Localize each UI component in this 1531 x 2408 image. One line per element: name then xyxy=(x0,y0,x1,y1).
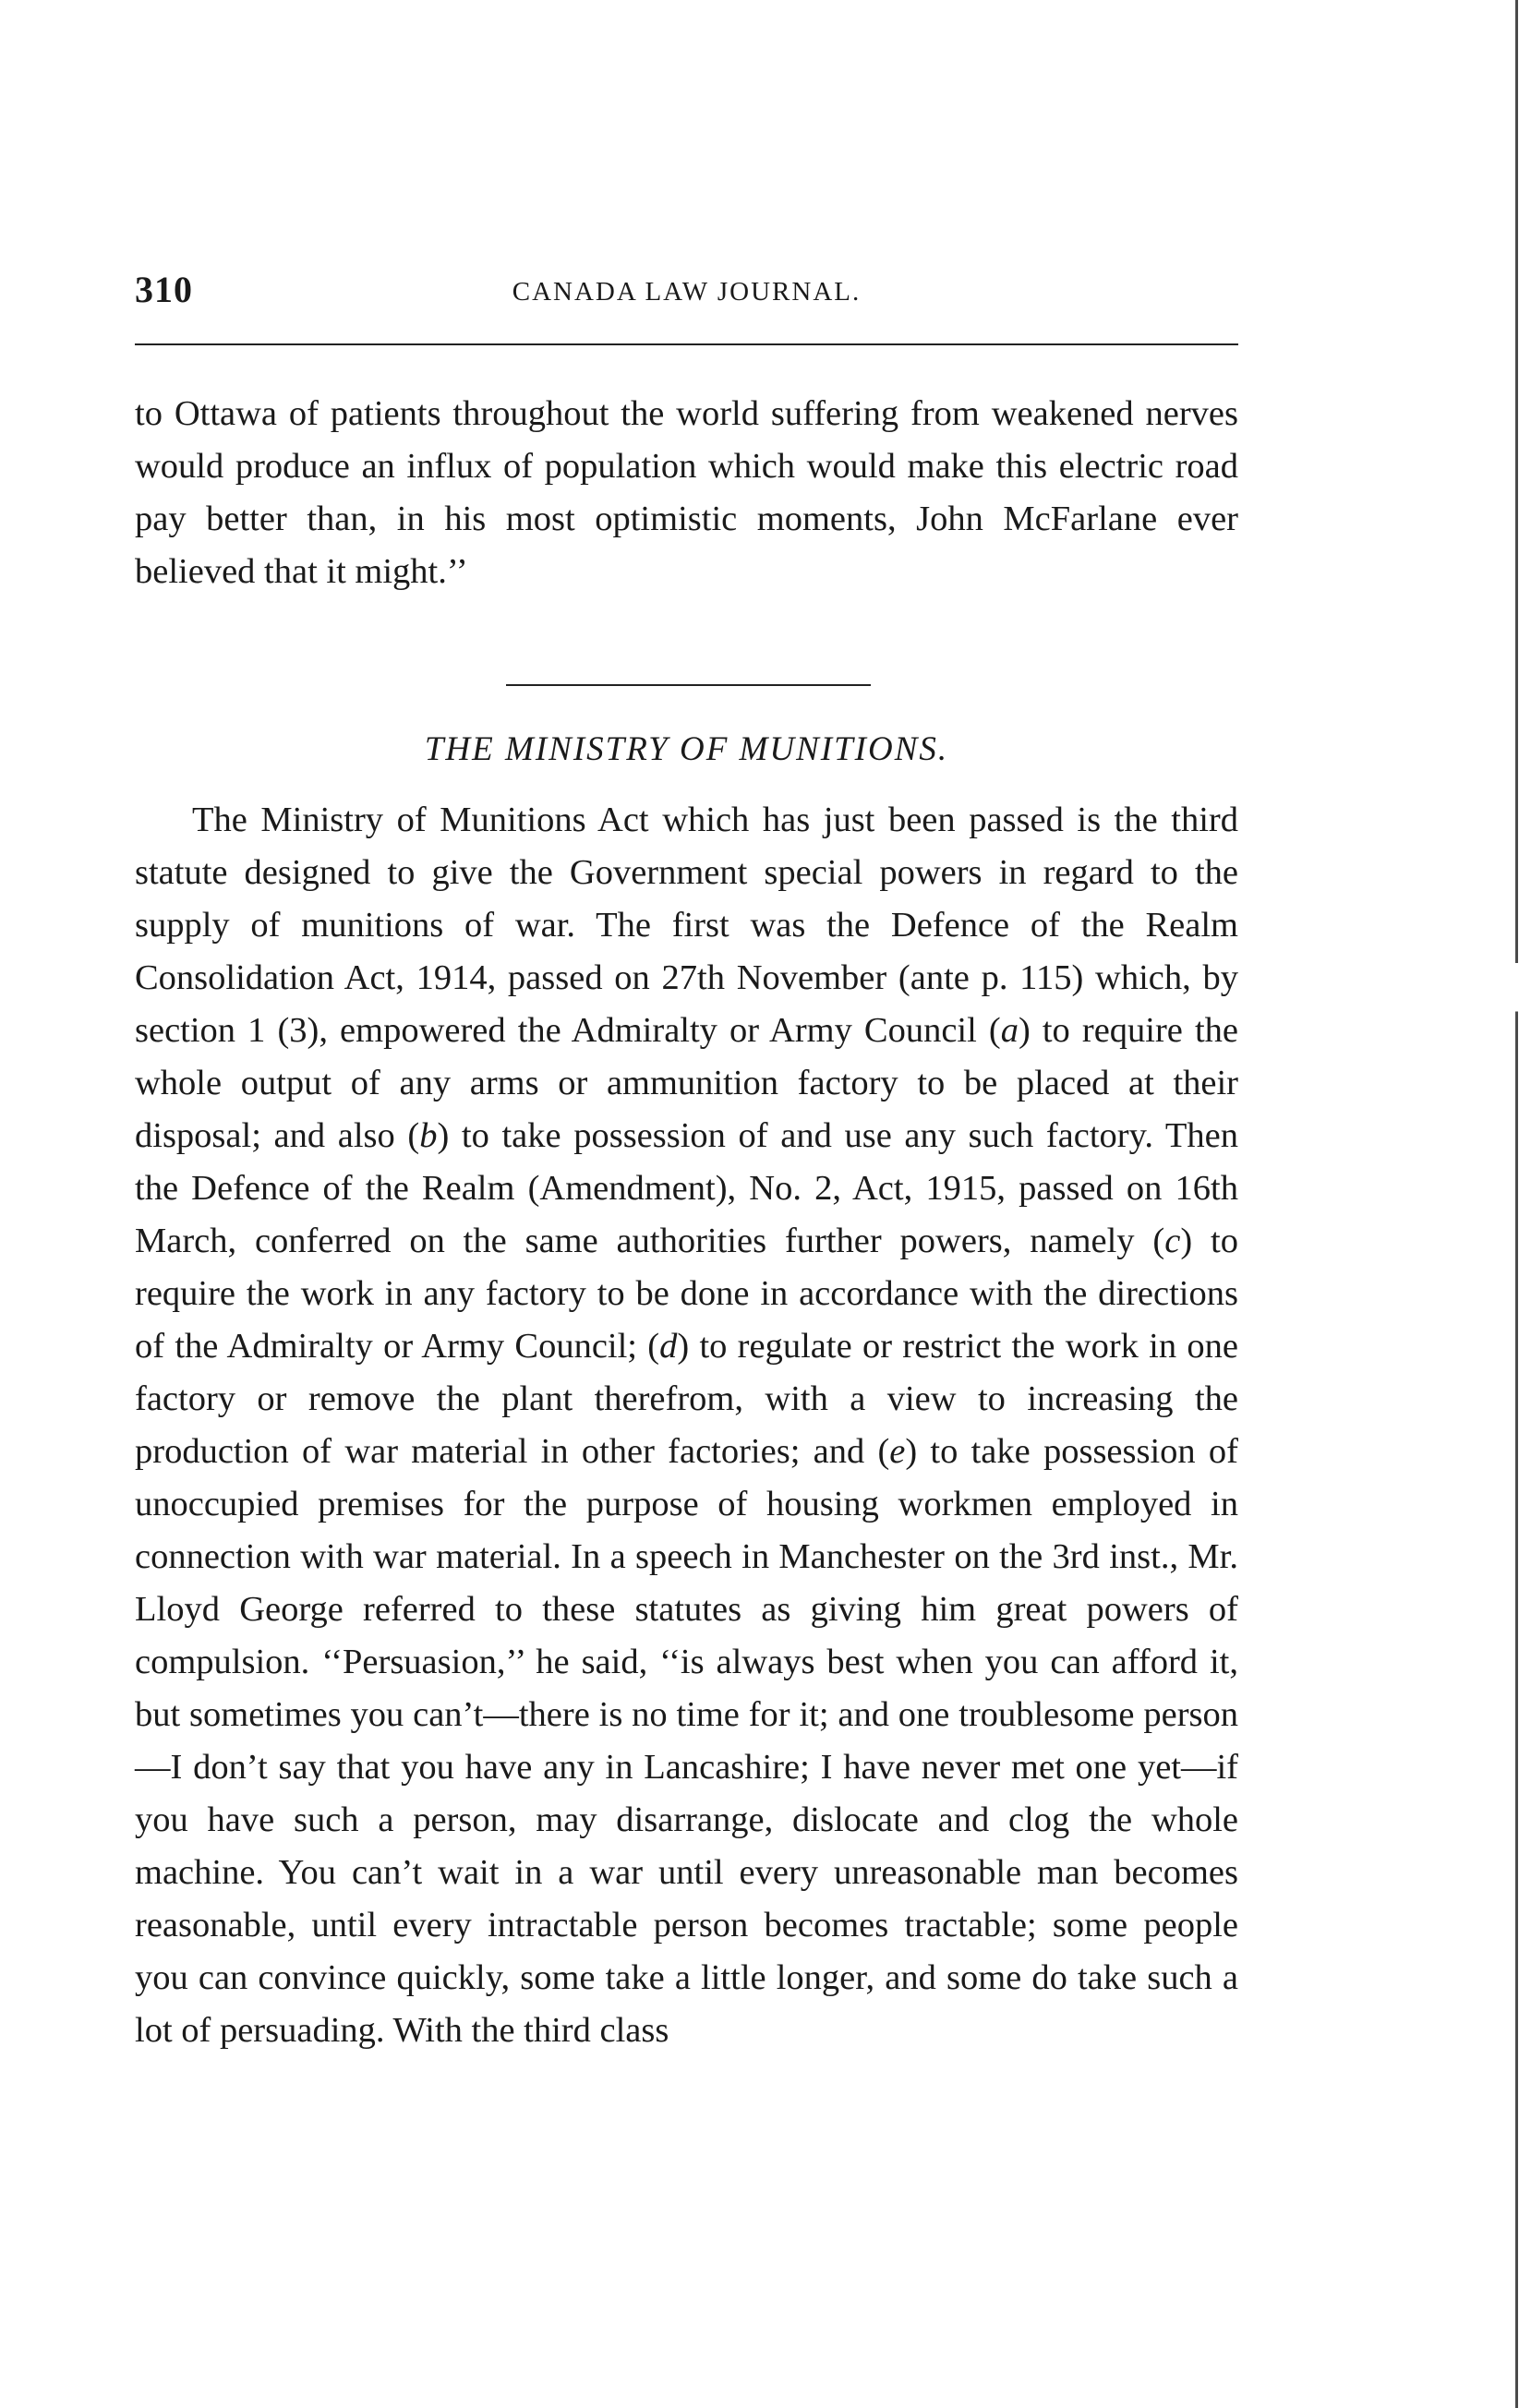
header-rule xyxy=(135,343,1238,345)
text-run: ) to require the whole output of any arms or ammunition factory to be placed at their disposal; and also ( xyxy=(135,1011,1239,1155)
clause-letter: a xyxy=(1000,1011,1019,1050)
clause-letter: e xyxy=(889,1432,906,1471)
section-title: THE MINISTRY OF MUNITIONS. xyxy=(424,730,949,768)
page-number: 310 xyxy=(135,269,193,310)
text-run: ) to take possession of unoccupied premises for the purpose of housing workmen employed in connection with war material. In a speech in Manchester on the 3rd inst., Mr. Lloyd George referred to these statutes as giving him great powers of compulsion. ‘‘Persuasion,’’ he said, ‘‘is always best when you can afford it, but sometimes you can’t—there is no time for it; and one troublesome person—I don’t say that you have any in Lancashire; I have never met one yet—if you have such a person, may disarrange, dislocate and clog the whole machine. You can’t wait in a war until every unreasonable man becomes reasonable, until every intractable person becomes tractable; some people you can convince quickly, some take a little longer, and some do take such a lot of persuading. With the third class xyxy=(135,1432,1238,2050)
page-binding-edge xyxy=(1515,0,1518,2408)
continuation-paragraph: to Ottawa of patients throughout the world suffering from weakened nerves would produce an influx of population which would make this electric road pay better than, in his most optimistic moments, John McFarlane ever believed that it might.’’ xyxy=(135,394,1238,591)
text-run: ) to take possession of and use any such factory. Then the Defence of the Realm (Amendment), No. 2, Act, 1915, passed on 16th March, conferred on the same authorities further powers, namely ( xyxy=(135,1116,1238,1260)
running-title: CANADA LAW JOURNAL. xyxy=(512,277,862,307)
text-run: The Ministry of Munitions Act which has just been passed is the third statute designed to give the Government special powers in regard to the supply of munitions of war. The first was the Defence of the Realm Consolidation Act, 1914, passed on 27th November (ante p. 115) which, by section 1 (3), empowered the Admiralty or Army Council ( xyxy=(135,801,1238,1050)
text-run: ) to require the work in any factory to be done in accordance with the directions of the Admiralty or Army Council; ( xyxy=(135,1222,1238,1366)
clause-letter: b xyxy=(419,1116,438,1155)
clause-letter: d xyxy=(659,1327,678,1366)
body-paragraph xyxy=(135,794,1238,2057)
clause-letter: c xyxy=(1164,1222,1181,1260)
section-divider xyxy=(506,684,871,686)
running-header xyxy=(135,268,1238,319)
text-run: ) to regulate or restrict the work in one factory or remove the plant therefrom, with a view to increasing the production of war material in other factories; and ( xyxy=(135,1327,1238,1471)
